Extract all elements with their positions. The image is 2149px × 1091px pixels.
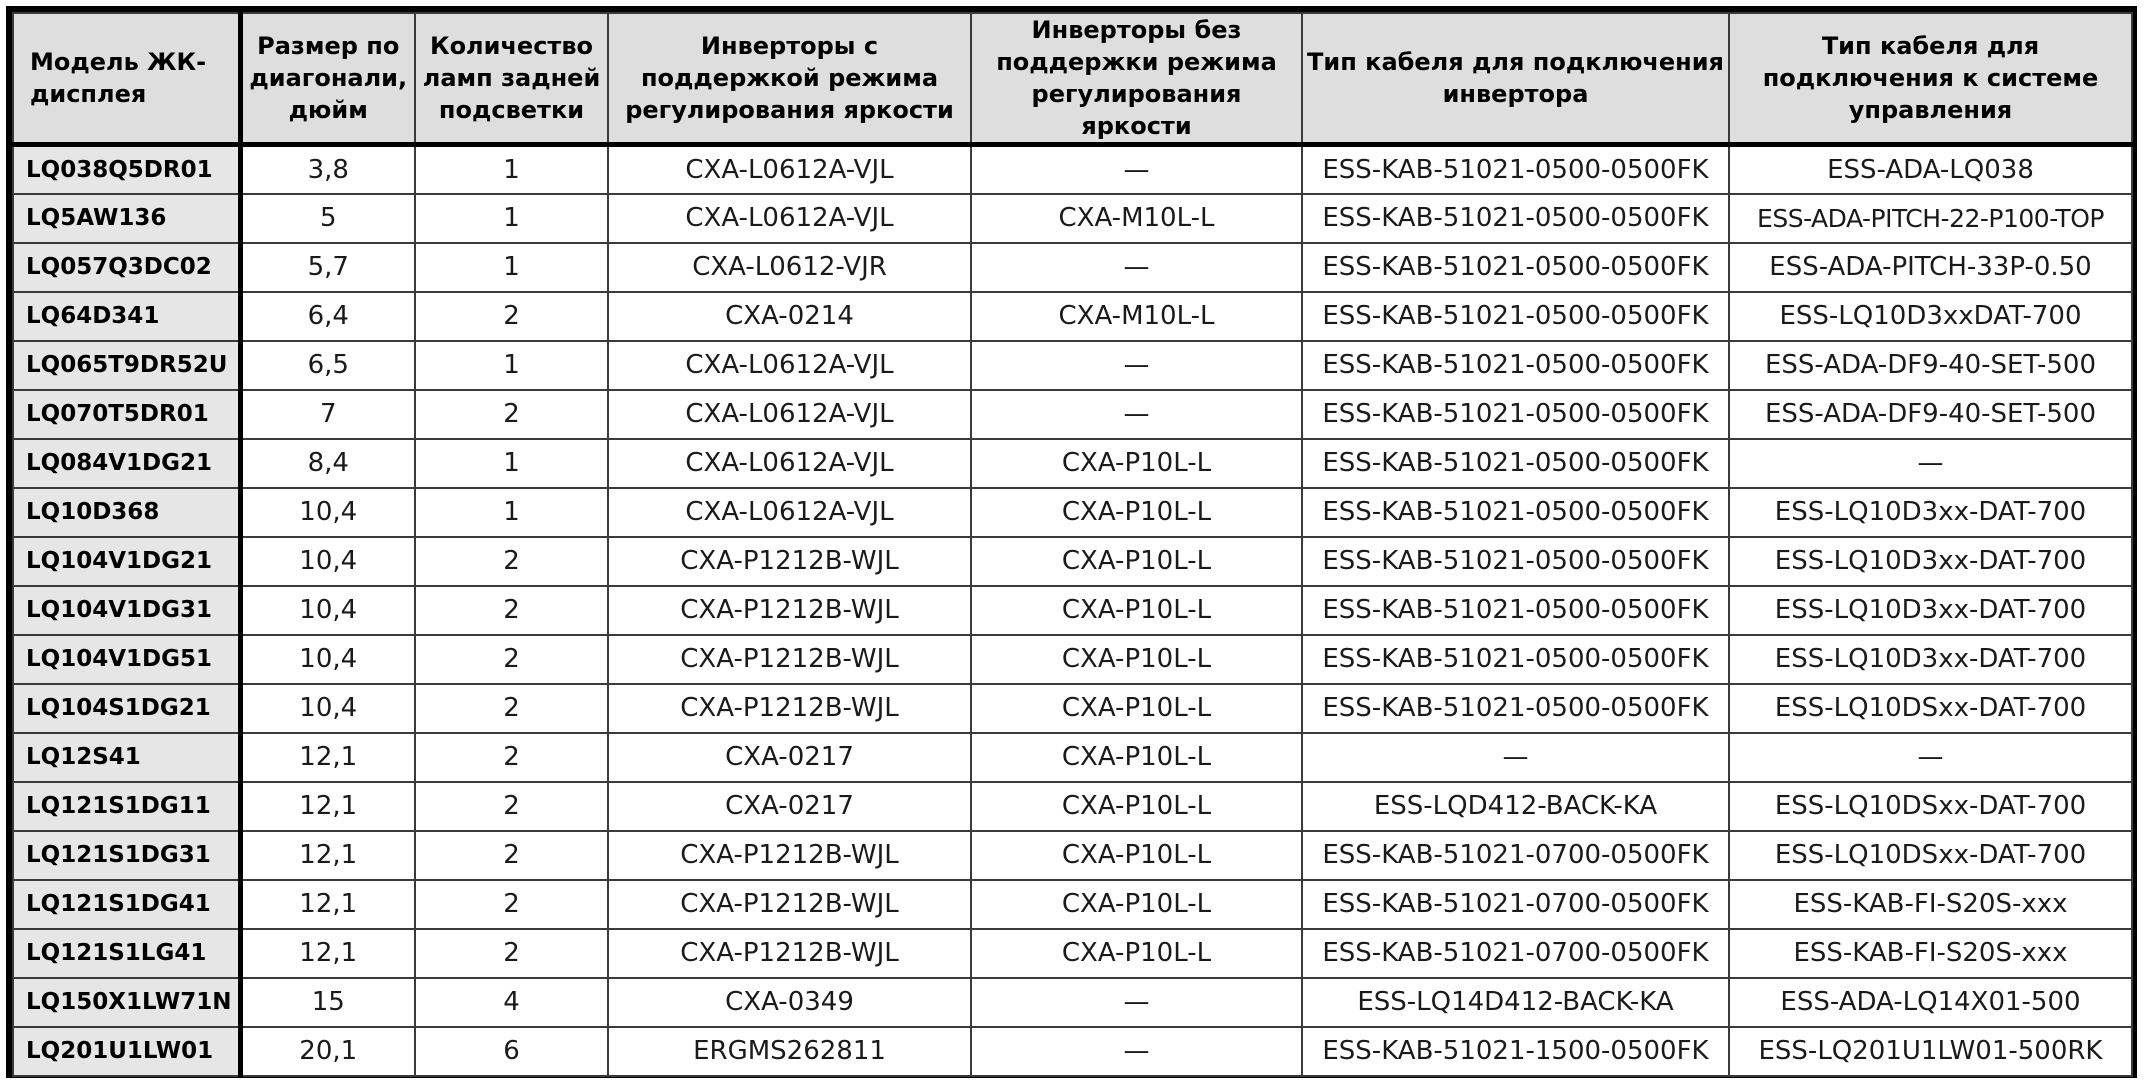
cell-control-cable: ESS-KAB-FI-S20S-xxx (1729, 880, 2132, 929)
cell-model: LQ084V1DG21 (13, 439, 240, 488)
cell-diagonal: 15 (240, 978, 415, 1027)
table-row (13, 488, 2132, 537)
cell-control-cable: ESS-ADA-LQ14X01-500 (1729, 978, 2132, 1027)
cell-dimming-inverter: CXA-0214 (608, 292, 971, 341)
cell-non-dimming-inverter: CXA-P10L-L (971, 929, 1302, 978)
table-row (13, 439, 2132, 488)
cell-control-cable: ESS-LQ10D3xxDAT-700 (1729, 292, 2132, 341)
header-control-cable: Тип кабеля для подключения к системе управления (1729, 13, 2132, 145)
table-row (13, 684, 2132, 733)
table-row (13, 635, 2132, 684)
cell-diagonal: 6,4 (240, 292, 415, 341)
table-row (13, 586, 2132, 635)
cell-control-cable: ESS-LQ10DSxx-DAT-700 (1729, 831, 2132, 880)
cell-lamps: 2 (415, 831, 608, 880)
cell-inverter-cable: — (1302, 733, 1729, 782)
cell-control-cable: — (1729, 733, 2132, 782)
cell-diagonal: 12,1 (240, 733, 415, 782)
table-row (13, 243, 2132, 292)
cell-lamps: 2 (415, 782, 608, 831)
table-row (13, 782, 2132, 831)
cell-inverter-cable: ESS-KAB-51021-0500-0500FK (1302, 390, 1729, 439)
cell-control-cable: ESS-LQ201U1LW01-500RK (1729, 1027, 2132, 1076)
cell-non-dimming-inverter: — (971, 243, 1302, 292)
header-non-dimming-inverters: Инверторы без поддержки режима регулирования яркости (971, 13, 1302, 145)
cell-lamps: 2 (415, 929, 608, 978)
cell-inverter-cable: ESS-KAB-51021-0500-0500FK (1302, 684, 1729, 733)
cell-control-cable: ESS-KAB-FI-S20S-xxx (1729, 929, 2132, 978)
cell-model: LQ201U1LW01 (13, 1027, 240, 1076)
cell-diagonal: 10,4 (240, 488, 415, 537)
table-row (13, 292, 2132, 341)
cell-dimming-inverter: CXA-P1212B-WJL (608, 831, 971, 880)
table-header (13, 13, 2132, 145)
cell-control-cable: ESS-ADA-DF9-40-SET-500 (1729, 341, 2132, 390)
cell-control-cable: ESS-LQ10D3xx-DAT-700 (1729, 635, 2132, 684)
cell-diagonal: 5 (240, 194, 415, 243)
cell-diagonal: 10,4 (240, 586, 415, 635)
cell-lamps: 1 (415, 145, 608, 194)
cell-dimming-inverter: CXA-0217 (608, 782, 971, 831)
cell-control-cable: ESS-ADA-LQ038 (1729, 145, 2132, 194)
cell-dimming-inverter: CXA-L0612A-VJL (608, 390, 971, 439)
header-dimming-inverters: Инверторы с поддержкой режима регулирования яркости (608, 13, 971, 145)
cell-diagonal: 20,1 (240, 1027, 415, 1076)
cell-model: LQ121S1DG31 (13, 831, 240, 880)
cell-dimming-inverter: CXA-P1212B-WJL (608, 880, 971, 929)
cell-lamps: 1 (415, 243, 608, 292)
cell-dimming-inverter: CXA-P1212B-WJL (608, 929, 971, 978)
cell-lamps: 2 (415, 390, 608, 439)
cell-inverter-cable: ESS-KAB-51021-0700-0500FK (1302, 929, 1729, 978)
cell-non-dimming-inverter: CXA-P10L-L (971, 635, 1302, 684)
cell-inverter-cable: ESS-KAB-51021-0500-0500FK (1302, 635, 1729, 684)
cell-non-dimming-inverter: CXA-P10L-L (971, 586, 1302, 635)
header-inverter-cable: Тип кабеля для подключения инвертора (1302, 13, 1729, 145)
cell-diagonal: 10,4 (240, 537, 415, 586)
cell-diagonal: 10,4 (240, 635, 415, 684)
cell-inverter-cable: ESS-KAB-51021-0500-0500FK (1302, 194, 1729, 243)
cell-diagonal: 7 (240, 390, 415, 439)
cell-lamps: 2 (415, 635, 608, 684)
cell-non-dimming-inverter: — (971, 390, 1302, 439)
table-row (13, 733, 2132, 782)
cell-lamps: 4 (415, 978, 608, 1027)
cell-lamps: 2 (415, 684, 608, 733)
cell-control-cable: ESS-ADA-DF9-40-SET-500 (1729, 390, 2132, 439)
cell-dimming-inverter: CXA-L0612A-VJL (608, 145, 971, 194)
cell-dimming-inverter: CXA-L0612-VJR (608, 243, 971, 292)
cell-diagonal: 6,5 (240, 341, 415, 390)
cell-diagonal: 3,8 (240, 145, 415, 194)
cell-dimming-inverter: CXA-0349 (608, 978, 971, 1027)
cell-model: LQ121S1LG41 (13, 929, 240, 978)
header-lamp-count: Количество ламп задней подсветки (415, 13, 608, 145)
cell-non-dimming-inverter: CXA-M10L-L (971, 292, 1302, 341)
cell-non-dimming-inverter: — (971, 145, 1302, 194)
cell-dimming-inverter: ERGMS262811 (608, 1027, 971, 1076)
cell-model: LQ070T5DR01 (13, 390, 240, 439)
header-model: Модель ЖК-дисплея (13, 13, 240, 145)
cell-lamps: 2 (415, 537, 608, 586)
cell-diagonal: 12,1 (240, 880, 415, 929)
cell-model: LQ065T9DR52U (13, 341, 240, 390)
cell-non-dimming-inverter: CXA-P10L-L (971, 880, 1302, 929)
cell-model: LQ104V1DG51 (13, 635, 240, 684)
cell-diagonal: 12,1 (240, 831, 415, 880)
cell-control-cable: ESS-LQ10DSxx-DAT-700 (1729, 782, 2132, 831)
cell-model: LQ12S41 (13, 733, 240, 782)
cell-lamps: 1 (415, 341, 608, 390)
cell-model: LQ038Q5DR01 (13, 145, 240, 194)
cell-diagonal: 10,4 (240, 684, 415, 733)
cell-model: LQ057Q3DC02 (13, 243, 240, 292)
cell-non-dimming-inverter: CXA-P10L-L (971, 831, 1302, 880)
cell-lamps: 6 (415, 1027, 608, 1076)
cell-model: LQ121S1DG41 (13, 880, 240, 929)
cell-model: LQ121S1DG11 (13, 782, 240, 831)
cell-non-dimming-inverter: — (971, 341, 1302, 390)
cell-model: LQ104V1DG21 (13, 537, 240, 586)
cell-non-dimming-inverter: CXA-P10L-L (971, 733, 1302, 782)
cell-inverter-cable: ESS-KAB-51021-0500-0500FK (1302, 341, 1729, 390)
table-row (13, 390, 2132, 439)
cell-inverter-cable: ESS-KAB-51021-0700-0500FK (1302, 880, 1729, 929)
cell-inverter-cable: ESS-KAB-51021-0500-0500FK (1302, 243, 1729, 292)
cell-control-cable: ESS-LQ10D3xx-DAT-700 (1729, 586, 2132, 635)
cell-inverter-cable: ESS-KAB-51021-0500-0500FK (1302, 537, 1729, 586)
cell-non-dimming-inverter: — (971, 1027, 1302, 1076)
cell-dimming-inverter: CXA-P1212B-WJL (608, 537, 971, 586)
cell-diagonal: 5,7 (240, 243, 415, 292)
lcd-compatibility-table (12, 12, 2133, 1077)
cell-control-cable: — (1729, 439, 2132, 488)
table-row (13, 341, 2132, 390)
cell-model: LQ64D341 (13, 292, 240, 341)
cell-non-dimming-inverter: CXA-P10L-L (971, 488, 1302, 537)
cell-dimming-inverter: CXA-L0612A-VJL (608, 194, 971, 243)
cell-inverter-cable: ESS-KAB-51021-1500-0500FK (1302, 1027, 1729, 1076)
header-diagonal-size: Размер по диагонали, дюйм (240, 13, 415, 145)
cell-dimming-inverter: CXA-0217 (608, 733, 971, 782)
cell-lamps: 2 (415, 292, 608, 341)
cell-model: LQ150X1LW71N (13, 978, 240, 1027)
cell-diagonal: 12,1 (240, 782, 415, 831)
cell-inverter-cable: ESS-KAB-51021-0500-0500FK (1302, 586, 1729, 635)
cell-model: LQ104S1DG21 (13, 684, 240, 733)
cell-control-cable: ESS-LQ10DSxx-DAT-700 (1729, 684, 2132, 733)
cell-dimming-inverter: CXA-L0612A-VJL (608, 439, 971, 488)
cell-dimming-inverter: CXA-L0612A-VJL (608, 341, 971, 390)
cell-non-dimming-inverter: CXA-P10L-L (971, 537, 1302, 586)
cell-inverter-cable: ESS-LQ14D412-BACK-KA (1302, 978, 1729, 1027)
table-row (13, 145, 2132, 194)
cell-diagonal: 12,1 (240, 929, 415, 978)
cell-non-dimming-inverter: CXA-M10L-L (971, 194, 1302, 243)
cell-lamps: 1 (415, 439, 608, 488)
cell-non-dimming-inverter: CXA-P10L-L (971, 782, 1302, 831)
table-row (13, 978, 2132, 1027)
cell-control-cable: ESS-LQ10D3xx-DAT-700 (1729, 488, 2132, 537)
header-row (13, 13, 2132, 145)
cell-non-dimming-inverter: CXA-P10L-L (971, 439, 1302, 488)
table-row (13, 929, 2132, 978)
cell-non-dimming-inverter: — (971, 978, 1302, 1027)
cell-inverter-cable: ESS-KAB-51021-0500-0500FK (1302, 439, 1729, 488)
cell-lamps: 2 (415, 586, 608, 635)
cell-dimming-inverter: CXA-P1212B-WJL (608, 635, 971, 684)
cell-dimming-inverter: CXA-L0612A-VJL (608, 488, 971, 537)
cell-lamps: 2 (415, 733, 608, 782)
cell-dimming-inverter: CXA-P1212B-WJL (608, 684, 971, 733)
cell-inverter-cable: ESS-KAB-51021-0500-0500FK (1302, 292, 1729, 341)
cell-model: LQ5AW136 (13, 194, 240, 243)
table-row (13, 880, 2132, 929)
table-frame (6, 6, 2137, 1078)
cell-inverter-cable: ESS-KAB-51021-0500-0500FK (1302, 488, 1729, 537)
cell-control-cable: ESS-LQ10D3xx-DAT-700 (1729, 537, 2132, 586)
table-body (13, 145, 2132, 1076)
cell-model: LQ10D368 (13, 488, 240, 537)
cell-inverter-cable: ESS-KAB-51021-0500-0500FK (1302, 145, 1729, 194)
cell-diagonal: 8,4 (240, 439, 415, 488)
table-row (13, 537, 2132, 586)
cell-non-dimming-inverter: CXA-P10L-L (971, 684, 1302, 733)
cell-model: LQ104V1DG31 (13, 586, 240, 635)
cell-control-cable: ESS-ADA-PITCH-22-P100-TOP (1729, 194, 2132, 243)
table-row (13, 194, 2132, 243)
cell-control-cable: ESS-ADA-PITCH-33P-0.50 (1729, 243, 2132, 292)
cell-lamps: 1 (415, 488, 608, 537)
cell-dimming-inverter: CXA-P1212B-WJL (608, 586, 971, 635)
cell-lamps: 1 (415, 194, 608, 243)
cell-inverter-cable: ESS-KAB-51021-0700-0500FK (1302, 831, 1729, 880)
table-row (13, 1027, 2132, 1076)
cell-lamps: 2 (415, 880, 608, 929)
cell-inverter-cable: ESS-LQD412-BACK-KA (1302, 782, 1729, 831)
table-row (13, 831, 2132, 880)
